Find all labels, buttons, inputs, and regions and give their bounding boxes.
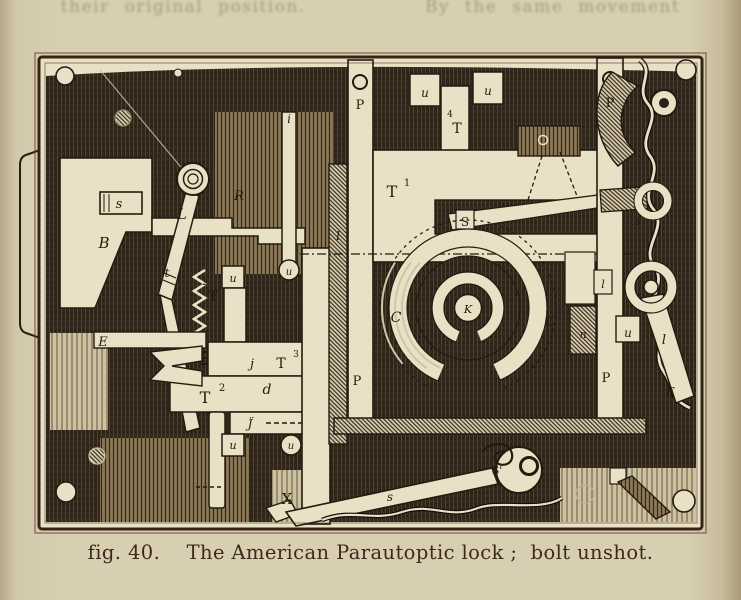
figure-label-T: T bbox=[208, 289, 218, 305]
figure-label-u: u bbox=[624, 326, 632, 340]
guide-bar-i bbox=[282, 112, 296, 268]
figure-label-S': S' bbox=[491, 464, 503, 477]
figure-label-P: P bbox=[605, 96, 615, 111]
figure-label-S: S bbox=[460, 215, 470, 229]
figure-label-4: 4 bbox=[447, 110, 453, 120]
figure-label-R: R bbox=[234, 189, 244, 204]
figure-label-T: T bbox=[199, 388, 211, 407]
figure-label-u: u bbox=[229, 272, 237, 285]
figure-label-P: P bbox=[352, 374, 362, 389]
figure-label-t: t bbox=[164, 266, 170, 280]
hatched-block bbox=[518, 126, 580, 156]
stump-bar-X bbox=[302, 248, 330, 524]
slotted-screw-icon bbox=[115, 110, 131, 126]
figure-label-K: K bbox=[463, 303, 473, 316]
figure-label-F: F bbox=[665, 385, 675, 399]
figure-label-l: l bbox=[661, 333, 667, 348]
figure-label-2: 2 bbox=[218, 383, 226, 394]
figure-label-i: i bbox=[287, 112, 291, 126]
figure-label-T: T bbox=[276, 356, 286, 372]
screw-icon bbox=[56, 67, 74, 85]
figure-label-X: X bbox=[281, 490, 293, 508]
strip-E bbox=[94, 332, 206, 348]
lever-head-hole bbox=[521, 458, 538, 475]
figure-label-s: s bbox=[386, 490, 394, 504]
figure-label-u: u bbox=[229, 439, 237, 452]
figure-label-C: C bbox=[390, 310, 402, 326]
figure-label-l: l bbox=[336, 229, 340, 243]
figure-label-T: T bbox=[386, 182, 398, 201]
figure-label-E: E bbox=[98, 335, 108, 350]
screw-icon bbox=[673, 490, 695, 512]
pillar-P-left bbox=[348, 60, 373, 426]
figure-label-d: d bbox=[262, 382, 272, 398]
figure-label-T: T bbox=[452, 121, 462, 137]
figure-label-J̈: J̈ bbox=[247, 417, 253, 431]
figure-label-B: B bbox=[98, 234, 110, 252]
figure-label-C: C bbox=[545, 314, 557, 330]
figure-label-3: 3 bbox=[293, 350, 299, 360]
figure-caption: fig. 40. The American Parautoptic lock ; bolt unshot. bbox=[87, 541, 654, 564]
figure-label-s: s bbox=[115, 197, 123, 212]
slotted-screw-icon bbox=[89, 448, 105, 464]
figure-label-n: n bbox=[579, 328, 587, 341]
figure-label-l: l bbox=[601, 278, 605, 291]
tumbler-T4 bbox=[441, 86, 469, 152]
bleedthrough-text: their original position. By the same movement bbox=[60, 0, 681, 17]
figure-label-u: u bbox=[285, 267, 293, 278]
figure-label-u: u bbox=[421, 86, 429, 100]
figure-label-P: P bbox=[601, 371, 611, 386]
hatched-bar-l bbox=[329, 164, 347, 444]
screw-icon bbox=[56, 482, 76, 502]
case-left-tab bbox=[20, 150, 40, 338]
hatched-rail bbox=[334, 418, 646, 434]
figure-label-2: 2 bbox=[202, 278, 208, 288]
figure-label-u: u bbox=[484, 84, 492, 98]
figure-label-u: u bbox=[287, 441, 295, 452]
figure-label-s: s bbox=[634, 214, 642, 228]
figure-label-P: P bbox=[355, 98, 365, 113]
figure-label-L: L bbox=[177, 207, 187, 223]
figure-label-1: 1 bbox=[403, 178, 411, 189]
figure-label-j: j bbox=[249, 357, 255, 372]
